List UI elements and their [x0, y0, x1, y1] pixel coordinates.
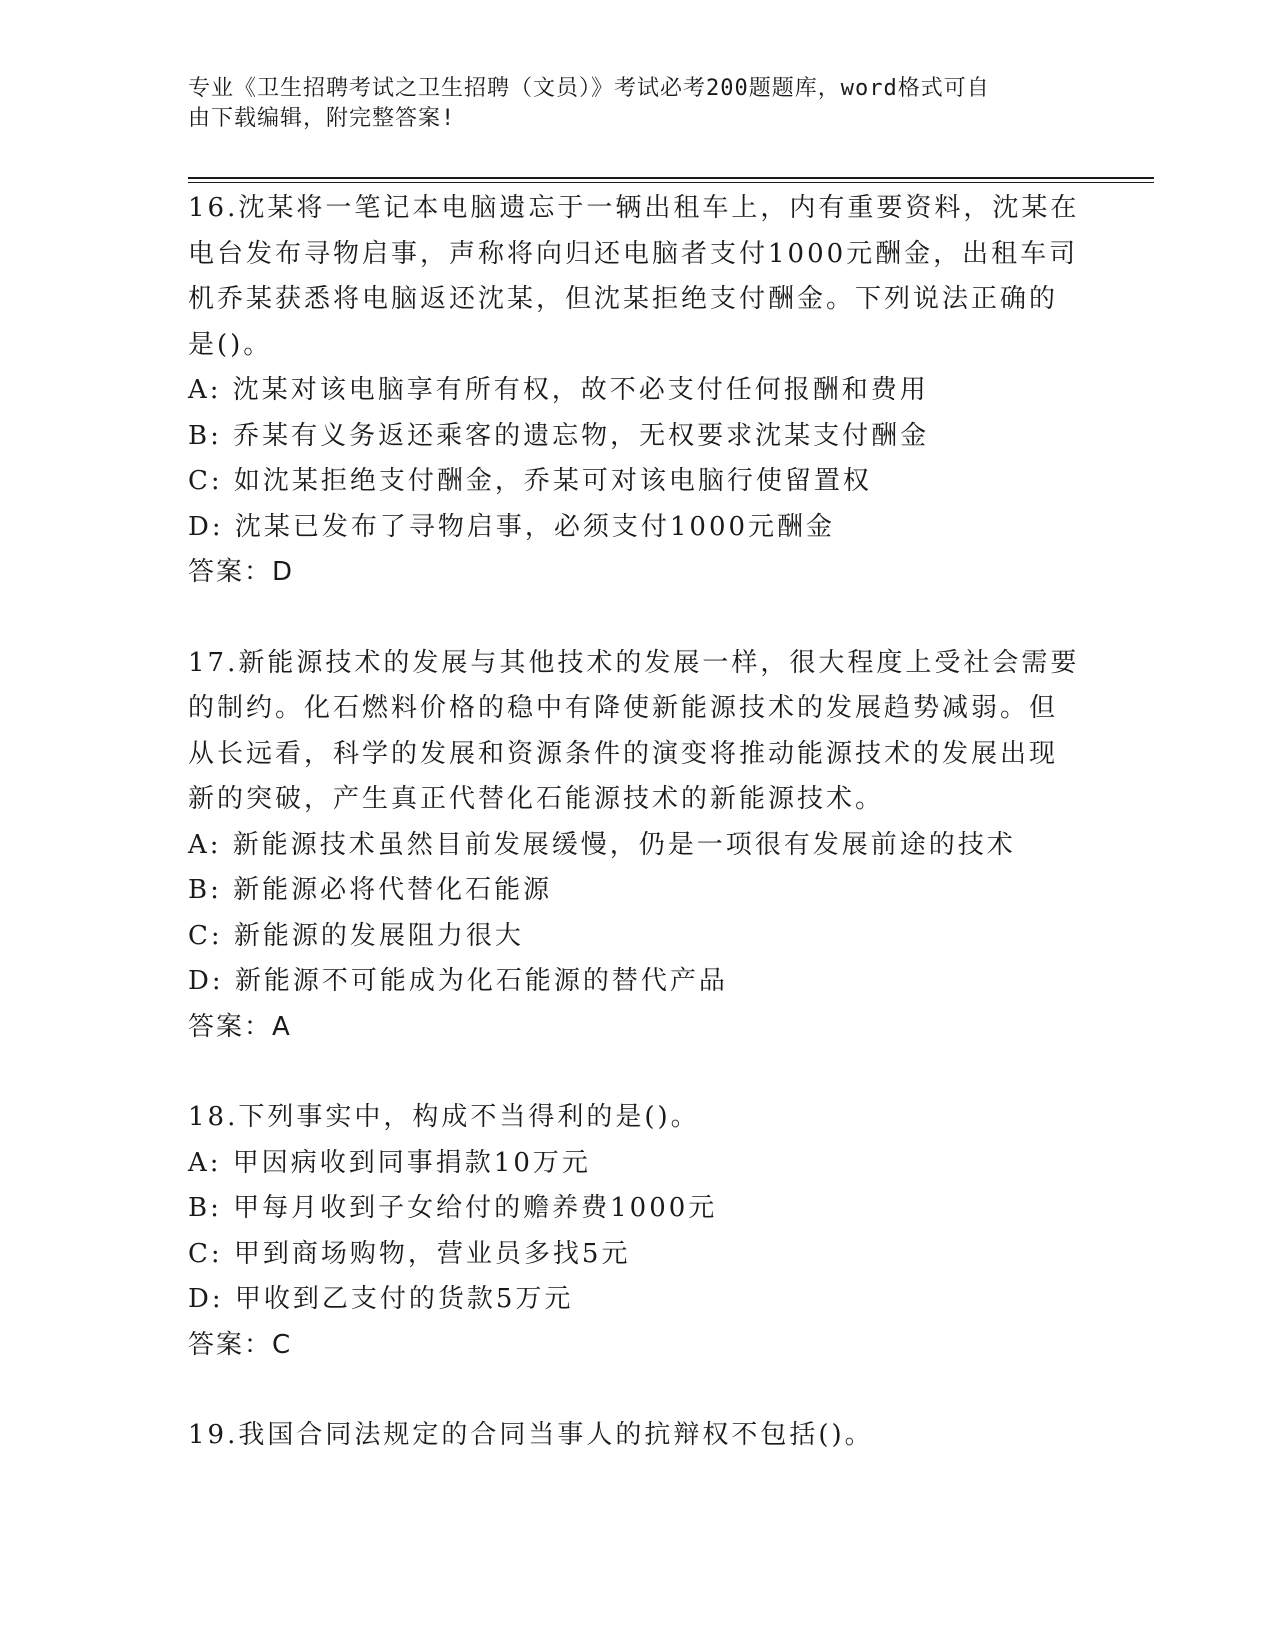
header-line-1: 专业《卫生招聘考试之卫生招聘（文员）》考试必考200题题库，word格式可自: [188, 76, 990, 101]
question-16: [188, 186, 1088, 596]
question-stem-line: 从长远看，科学的发展和资源条件的演变将推动能源技术的发展出现: [188, 738, 1059, 769]
option-b: B: 甲每月收到子女给付的赡养费1000元: [188, 1193, 718, 1223]
spacer: [188, 1368, 1088, 1413]
option-a: A: 新能源技术虽然目前发展缓慢，仍是一项很有发展前途的技术: [188, 829, 1016, 860]
question-18: [188, 1095, 1088, 1368]
header-line-2: 由下载编辑，附完整答案!: [188, 106, 456, 131]
question-stem-line: 电台发布寻物启事，声称将向归还电脑者支付1000元酬金，出租车司: [188, 238, 1079, 269]
option-c: C: 甲到商场购物，营业员多找5元: [188, 1238, 631, 1269]
option-d: D: 新能源不可能成为化石能源的替代产品: [188, 966, 728, 996]
header-divider-thin: [188, 182, 1154, 183]
question-stem-line: 新的突破，产生真正代替化石能源技术的新能源技术。: [188, 784, 885, 814]
option-d: D: 沈某已发布了寻物启事，必须支付1000元酬金: [188, 511, 836, 542]
option-c: C: 新能源的发展阻力很大: [188, 920, 524, 951]
document-header: [188, 74, 1068, 134]
answer-label: 答案：C: [188, 1329, 293, 1360]
option-c: C: 如沈某拒绝支付酬金，乔某可对该电脑行使留置权: [188, 466, 872, 496]
question-stem-line: 16.沈某将一笔记本电脑遗忘于一辆出租车上，内有重要资料，沈某在: [188, 193, 1080, 223]
question-stem-line: 是()。: [188, 329, 273, 360]
answer-label: 答案：D: [188, 557, 295, 587]
question-list: [188, 186, 1088, 1459]
question-stem-line: 的制约。化石燃料价格的稳中有降使新能源技术的发展趋势减弱。但: [188, 693, 1059, 723]
question-17: [188, 641, 1088, 1051]
spacer: [188, 1050, 1088, 1095]
option-a: A: 沈某对该电脑享有所有权，故不必支付任何报酬和费用: [188, 375, 929, 405]
option-b: B: 新能源必将代替化石能源: [188, 875, 553, 905]
spacer: [188, 596, 1088, 641]
header-divider-thick: [188, 177, 1154, 179]
option-a: A: 甲因病收到同事捐款10万元: [188, 1147, 591, 1178]
question-stem-line: 机乔某获悉将电脑返还沈某，但沈某拒绝支付酬金。下列说法正确的: [188, 284, 1059, 314]
question-stem-line: 18.下列事实中，构成不当得利的是()。: [188, 1102, 700, 1132]
option-d: D: 甲收到乙支付的货款5万元: [188, 1284, 574, 1314]
question-stem-line: 19.我国合同法规定的合同当事人的抗辩权不包括()。: [188, 1420, 874, 1450]
answer-label: 答案：A: [188, 1011, 292, 1042]
option-b: B: 乔某有义务返还乘客的遗忘物，无权要求沈某支付酬金: [188, 420, 930, 451]
question-stem-line: 17.新能源技术的发展与其他技术的发展一样，很大程度上受社会需要: [188, 647, 1080, 678]
question-19: [188, 1413, 1088, 1459]
